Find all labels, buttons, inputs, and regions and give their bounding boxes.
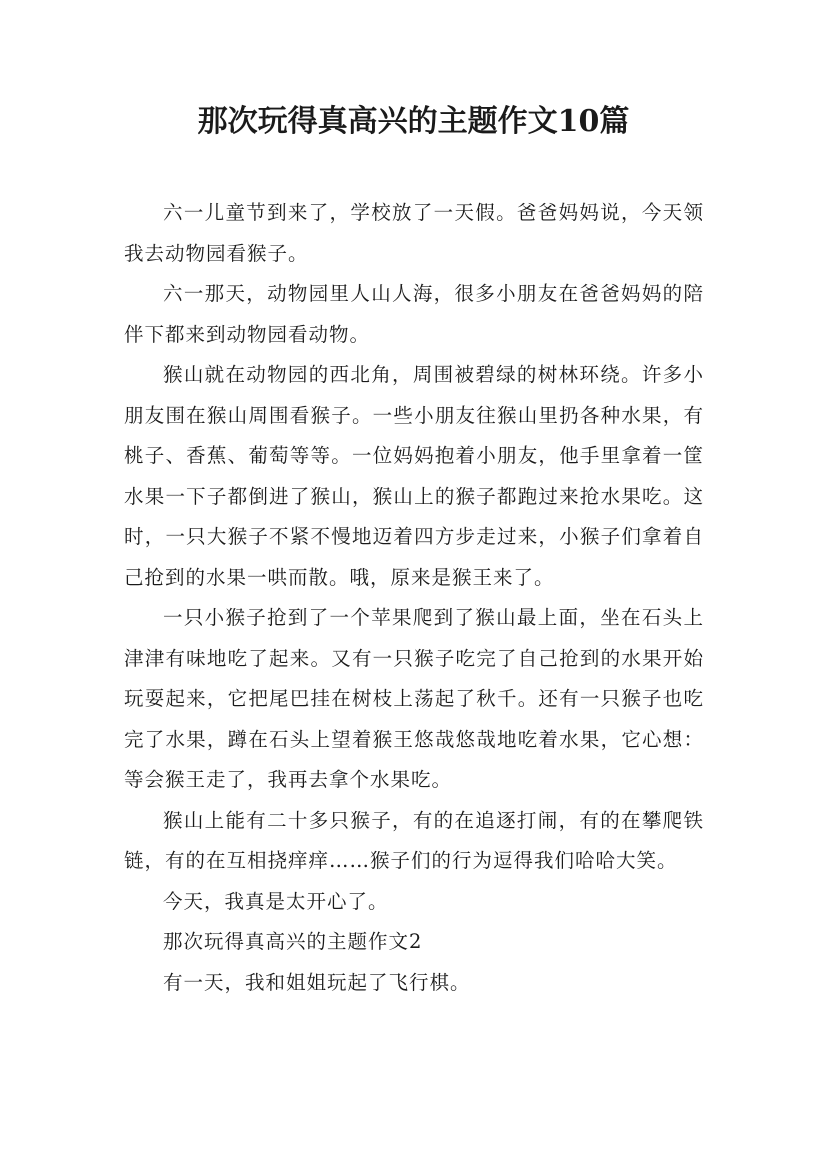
paragraph: 一只小猴子抢到了一个苹果爬到了猴山最上面，坐在石头上津津有味地吃了起来。又有一只猴子吃完了自己抢到的水果开始玩耍起来，它把尾巴挂在树枝上荡起了秋千。还有一只猴子也吃完了水果，蹲在石头上望着猴王悠哉悠哉地吃着水果，它心想：等会猴王走了，我再去拿个水果吃。 — [124, 606, 704, 791]
document-title: 那次玩得真高兴的主题作文10篇 — [197, 104, 630, 139]
section-heading: 那次玩得真高兴的主题作文2 — [163, 930, 423, 953]
paragraph: 今天，我真是太开心了。 — [163, 889, 389, 913]
paragraph: 有一天，我和姐姐玩起了飞行棋。 — [163, 970, 471, 994]
document-body — [124, 193, 704, 1003]
paragraph: 六一那天，动物园里人山人海，很多小朋友在爸爸妈妈的陪伴下都来到动物园看动物。 — [124, 282, 704, 346]
paragraph: 六一儿童节到来了，学校放了一天假。爸爸妈妈说，今天领我去动物园看猴子。 — [124, 201, 704, 265]
paragraph: 猴山上能有二十多只猴子，有的在追逐打闹，有的在攀爬铁链，有的在互相挠痒痒……猴子们的行为逗得我们哈哈大笑。 — [124, 808, 704, 872]
paragraph: 猴山就在动物园的西北角，周围被碧绿的树林环绕。许多小朋友围在猴山周围看猴子。一些小朋友往猴山里扔各种水果，有桃子、香蕉、葡萄等等。一位妈妈抱着小朋友，他手里拿着一筐水果一下子都倒进了猴山，猴山上的猴子都跑过来抢水果吃。这时，一只大猴子不紧不慢地迈着四方步走过来，小猴子们拿着自己抢到的水果一哄而散。哦，原来是猴王来了。 — [124, 363, 704, 589]
